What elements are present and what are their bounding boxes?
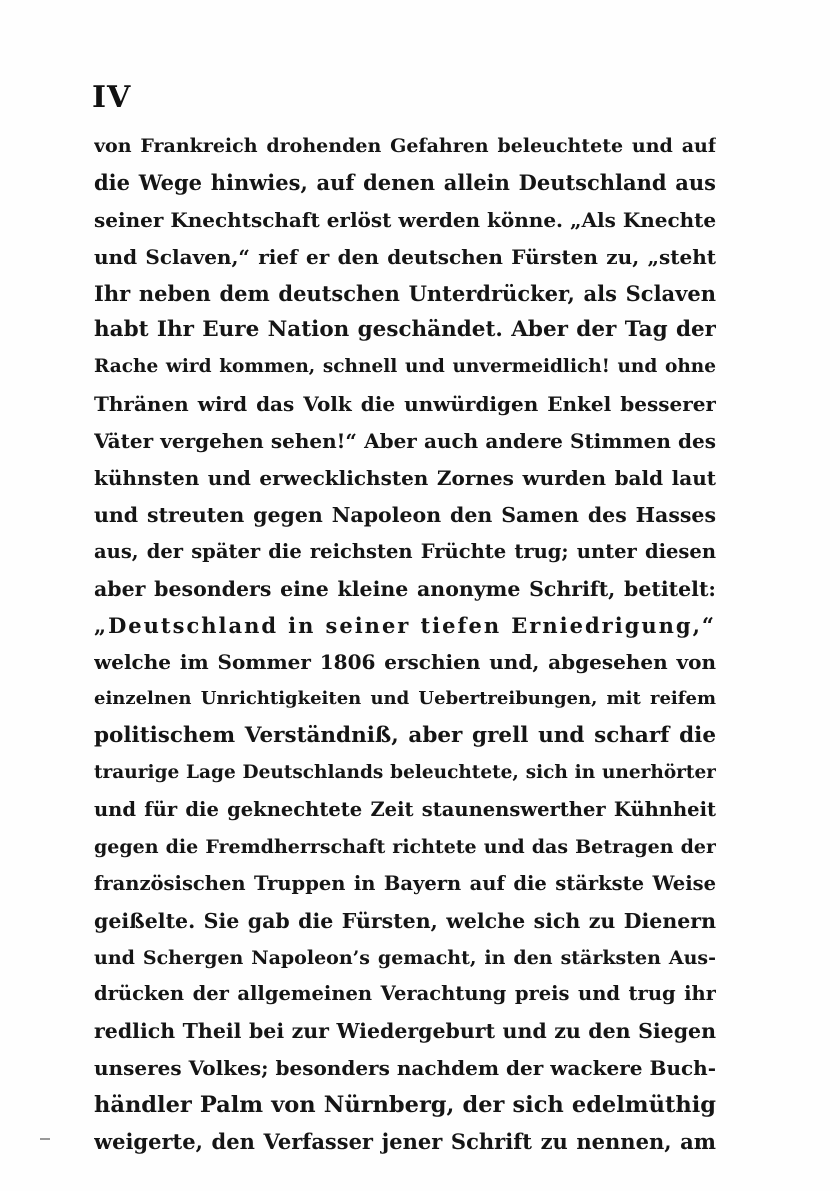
text-line: französischen Truppen in Bayern auf die stärkste Weise (94, 871, 716, 895)
text-line: politischem Verständniß, aber grell und scharf die (94, 723, 716, 749)
text-line: Ihr neben dem deutschen Unterdrücker, als Sclaven (94, 280, 716, 306)
text-line: drücken der allgemeinen Verachtung preis und trug ihr (94, 982, 716, 1006)
text-line: Väter vergehen sehen!“ Aber auch andere Stimmen des (94, 429, 716, 454)
text-line: unseres Volkes; besonders nachdem der wackere Buch- (94, 1056, 716, 1081)
text-line: und für die geknechtete Zeit staunenswerther Kühnheit (94, 798, 716, 822)
text-line: geißelte. Sie gab die Fürsten, welche sich zu Dienern (94, 908, 716, 933)
scan-speck (40, 1138, 50, 1140)
text-line: kühnsten und erwecklichsten Zornes wurden bald laut (94, 466, 716, 491)
text-line: traurige Lage Deutschlands beleuchtete, sich in unerhörter (94, 762, 716, 784)
text-line: aus, der später die reichsten Früchte trug; unter diesen (94, 539, 716, 563)
text-line: habt Ihr Eure Nation geschändet. Aber der Tag der (94, 317, 716, 343)
text-line: von Frankreich drohenden Gefahren beleuchtete und auf (94, 135, 716, 157)
text-line: aber besonders eine kleine anonyme Schrift, betitelt: (94, 576, 716, 601)
page-number: IV (92, 80, 132, 115)
text-line: redlich Theil bei zur Wiedergeburt und zu den Siegen (94, 1019, 716, 1044)
text-line: welche im Sommer 1806 erschien und, abgesehen von (94, 650, 716, 675)
text-line: seiner Knechtschaft erlöst werden könne. „Als Knechte (94, 207, 716, 232)
text-line-emphasized-title: „Deutschland in seiner tiefen Erniedrigung,“ (94, 612, 716, 638)
text-line: einzelnen Unrichtigkeiten und Uebertreibungen, mit reifem (94, 688, 716, 710)
text-line: gegen die Fremdherrschaft richtete und das Betragen der (94, 835, 716, 858)
text-line: Rache wird kommen, schnell und unvermeidlich! und ohne (94, 356, 716, 378)
text-line: händler Palm von Nürnberg, der sich edelmüthig (94, 1092, 716, 1119)
text-line: weigerte, den Verfasser jener Schrift zu nennen, am (94, 1129, 716, 1155)
text-line: und Sclaven,“ rief er den deutschen Fürsten zu, „steht (94, 244, 716, 269)
body-text (94, 128, 716, 1161)
text-line: und streuten gegen Napoleon den Samen des Hasses (94, 502, 716, 527)
text-line: und Schergen Napoleon’s gemacht, in den stärksten Aus- (94, 946, 716, 969)
text-line: die Wege hinwies, auf denen allein Deutschland aus (94, 169, 716, 195)
text-line: Thränen wird das Volk die unwürdigen Enkel besserer (94, 392, 716, 417)
